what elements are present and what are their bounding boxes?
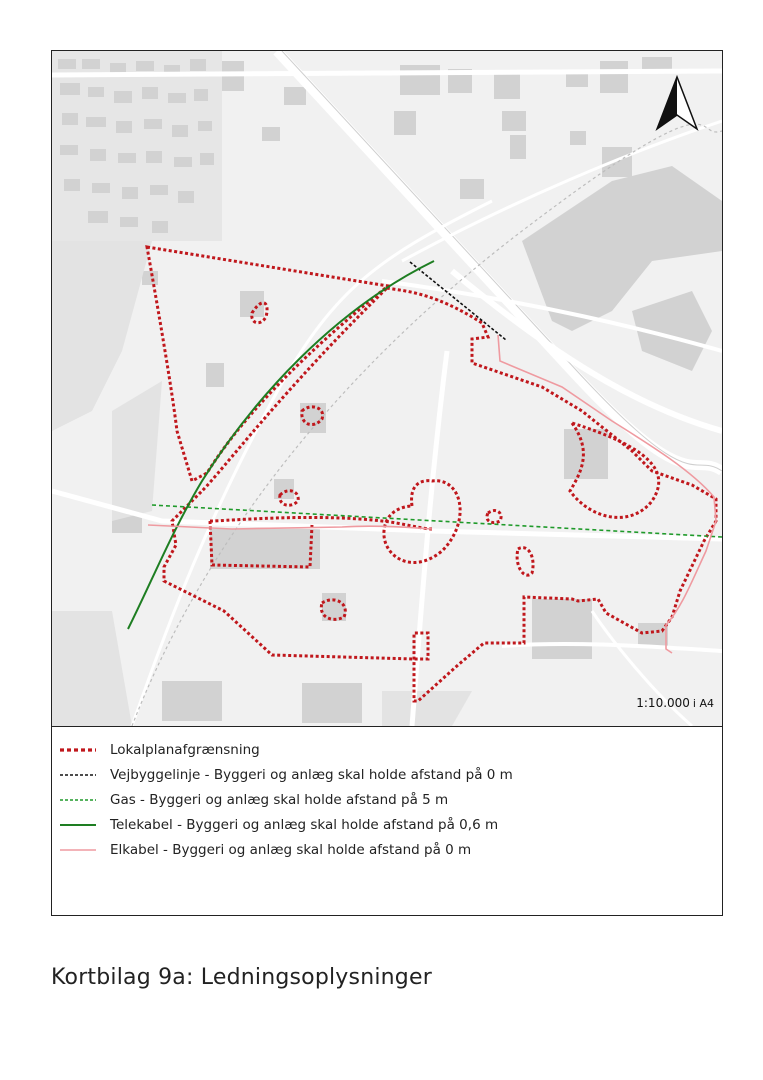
scale-suffix: i A4: [692, 697, 714, 710]
legend-label: Gas - Byggeri og anlæg skal holde afstand på 5 m: [110, 791, 449, 808]
page-title: Kortbilag 9a: Ledningsoplysninger: [51, 965, 432, 990]
legend-item-lokalplan: [60, 737, 513, 762]
map-frame: [51, 50, 723, 916]
map-scale: [636, 696, 714, 710]
legend-item-vejbyggelinje: [60, 762, 513, 787]
elkabel-swatch-icon: [60, 845, 96, 855]
legend-label: Lokalplanafgrænsning: [110, 741, 260, 758]
legend-item-gas: [60, 787, 513, 812]
legend-item-telekabel: [60, 812, 513, 837]
vejbyggelinje-swatch-icon: [60, 770, 96, 780]
gas-swatch-icon: [60, 795, 96, 805]
map-canvas[interactable]: [52, 51, 722, 726]
map-svg: [52, 51, 722, 726]
map-legend-divider: [52, 726, 722, 727]
legend-item-elkabel: [60, 837, 513, 862]
scale-ratio: 1:10.000: [636, 696, 690, 710]
lokalplan-swatch-icon: [60, 745, 96, 755]
map-legend: [60, 737, 513, 862]
telekabel-swatch-icon: [60, 820, 96, 830]
legend-label: Telekabel - Byggeri og anlæg skal holde afstand på 0,6 m: [110, 816, 499, 833]
legend-label: Elkabel - Byggeri og anlæg skal holde afstand på 0 m: [110, 841, 472, 858]
legend-label: Vejbyggelinje - Byggeri og anlæg skal holde afstand på 0 m: [110, 766, 513, 783]
